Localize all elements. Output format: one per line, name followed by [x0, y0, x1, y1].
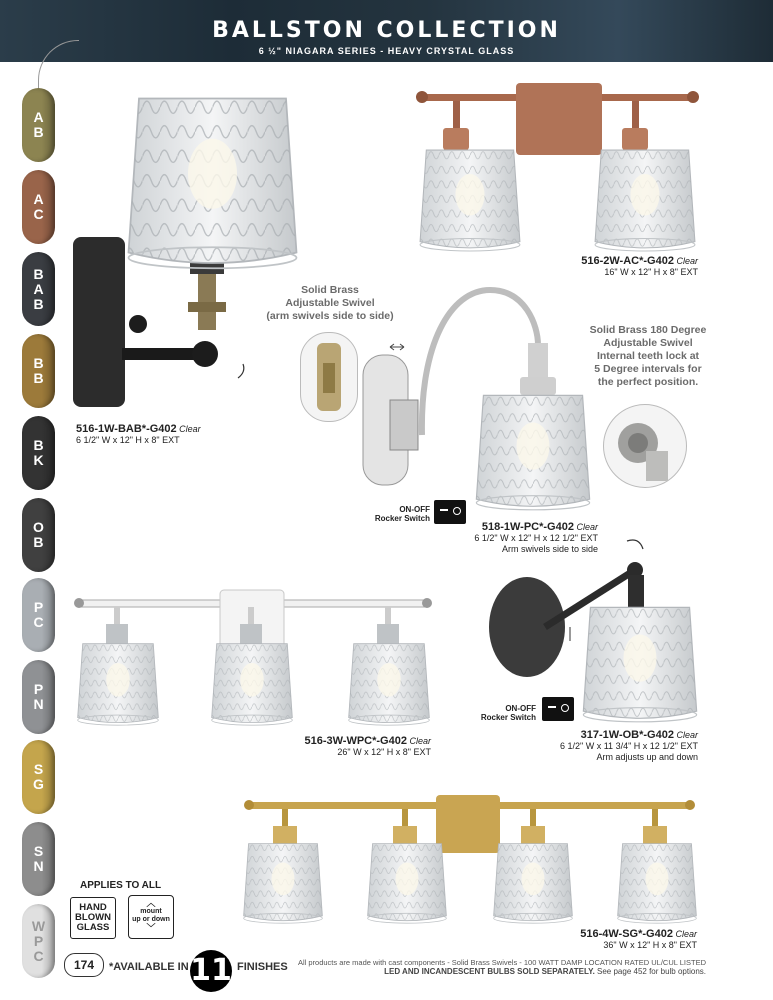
chevron-up-icon: ︿ [146, 898, 156, 908]
rocker-switch-icon [434, 500, 466, 524]
finish-tab-label: P N [33, 681, 44, 712]
product-finish: Clear [676, 256, 698, 266]
finish-count-badge: 11 [190, 950, 232, 992]
product-note: Arm swivels side to side [501, 544, 598, 554]
mount-up-or-down-badge: ︿ mount up or down ﹀ [128, 895, 174, 939]
rocker-switch-label: ON-OFF Rocker Switch [480, 704, 536, 722]
finish-tab-label: A B [33, 109, 44, 140]
finish-tab-ac [22, 170, 55, 244]
footer-disclaimer: All products are made with cast components - Solid Brass Swivels - 100 WATT DAMP LOCATION RATED UL/CUL LISTED [297, 958, 706, 967]
swivel-180-callout: Solid Brass 180 Degree Adjustable Swivel Internal teeth lock at 5 Degree intervals for the perfect position. [589, 324, 707, 388]
product-finish: Clear [676, 730, 698, 740]
finish-tab-label: S N [33, 843, 44, 874]
finish-tab-ab [22, 88, 55, 162]
page-number: 174 [64, 953, 104, 977]
chevron-down-icon: ﹀ [146, 923, 156, 933]
finish-tab-label: B B [33, 355, 44, 386]
rocker-switch-label: ON-OFF Rocker Switch [374, 505, 430, 523]
swivel-180-detail-image [603, 404, 687, 488]
product-dimensions: 36" W x 12" H x 8" EXT [603, 940, 697, 950]
finish-tab-label: B K [33, 437, 44, 468]
finish-tab-wpc [22, 904, 55, 978]
product-caption [270, 736, 431, 758]
finish-tab-sn [22, 822, 55, 896]
product-image-516-1w-bab [70, 92, 320, 422]
product-caption [76, 424, 276, 446]
product-image-518-1w-pc [360, 285, 600, 515]
finish-tab-label: P C [33, 599, 44, 630]
product-image-317-1w-ob [485, 535, 710, 725]
applies-to-all-label: APPLIES TO ALL [80, 880, 162, 891]
product-code: 518-1W-PC*-G402 [481, 521, 574, 533]
product-dimensions: 6 1/2" W x 11 3/4" H x 12 1/2" EXT [560, 741, 698, 751]
page-subtitle: 6 ½" NIAGARA SERIES - HEAVY CRYSTAL GLASS [258, 46, 515, 56]
finish-tab-label: S G [33, 761, 44, 792]
finish-tab-bab [22, 252, 55, 326]
product-finish: Clear [576, 522, 598, 532]
finish-tab-label: A C [33, 191, 44, 222]
footer-bulb-note: LED AND INCANDESCENT BULBS SOLD SEPARATELY. See page 452 for bulb options. [384, 967, 706, 976]
finish-tab-ob [22, 498, 55, 572]
finish-tab-bb [22, 334, 55, 408]
finish-tab-bk [22, 416, 55, 490]
product-caption [548, 256, 698, 278]
product-image-516-4w-sg [240, 792, 700, 927]
rocker-switch-icon [542, 697, 574, 721]
product-note: Arm adjusts up and down [596, 752, 698, 762]
product-code: 516-2W-AC*-G402 [581, 255, 674, 267]
product-image-516-3w-wpc [70, 588, 440, 728]
product-image-516-2w-ac [410, 80, 705, 260]
finish-tab-pn [22, 660, 55, 734]
swivel-callout: Solid Brass Adjustable Swivel (arm swivels side to side) [266, 284, 394, 322]
swivel-detail-image [300, 332, 358, 422]
product-dimensions: 26" W x 12" H x 8" EXT [337, 747, 431, 757]
hand-blown-glass-badge: HAND BLOWN GLASS [70, 897, 116, 939]
product-caption [520, 730, 698, 763]
available-suffix: FINISHES [237, 961, 288, 973]
page-title: BALLSTON COLLECTION [212, 18, 561, 43]
product-finish: Clear [179, 424, 201, 434]
product-code: 516-1W-BAB*-G402 [76, 423, 177, 435]
product-code: 516-3W-WPC*-G402 [304, 735, 407, 747]
product-dimensions: 16" W x 12" H x 8" EXT [604, 267, 698, 277]
finish-tab-pc [22, 578, 55, 652]
product-caption [540, 929, 697, 951]
available-prefix: *AVAILABLE IN [109, 961, 189, 973]
finish-tab-label: W P C [31, 917, 46, 964]
finish-tab-label: B A B [33, 265, 44, 312]
product-dimensions: 6 1/2" W x 12" H x 8" EXT [76, 435, 180, 445]
product-finish: Clear [409, 736, 431, 746]
collection-header [0, 0, 773, 62]
finish-tab-sg [22, 740, 55, 814]
product-finish: Clear [675, 929, 697, 939]
finish-tab-label: O B [33, 519, 44, 550]
product-code: 317-1W-OB*-G402 [580, 729, 674, 741]
product-code: 516-4W-SG*-G402 [580, 928, 673, 940]
product-dimensions: 6 1/2" W x 12" H x 12 1/2" EXT [474, 533, 598, 543]
